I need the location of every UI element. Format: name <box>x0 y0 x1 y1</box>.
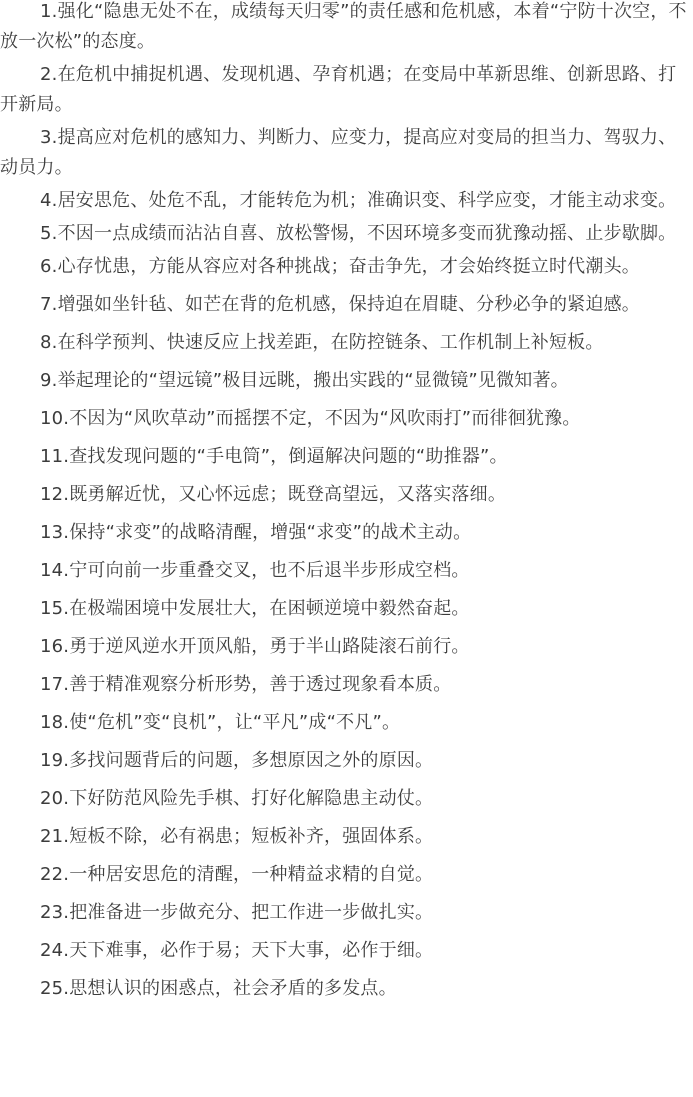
list-item: 25.思想认识的困惑点，社会矛盾的多发点。 <box>40 978 397 999</box>
list-item: 15.在极端困境中发展壮大，在困顿逆境中毅然奋起。 <box>40 598 470 619</box>
list-item: 5.不因一点成绩而沾沾自喜、放松警惕，不因环境多变而犹豫动摇、止步歇脚。 <box>40 223 677 244</box>
list-item: 6.心存忧患，方能从容应对各种挑战；奋击争先，才会始终挺立时代潮头。 <box>40 256 640 277</box>
list-item: 4.居安思危、处危不乱，才能转危为机；准确识变、科学应变，才能主动求变。 <box>40 190 677 211</box>
list-item: 1.强化“隐患无处不在，成绩每天归零”的责任感和危机感，本着“宁防十次空，不放一次松”的态度。 <box>0 1 687 52</box>
list-item: 11.查找发现问题的“手电筒”，倒逼解决问题的“助推器”。 <box>40 446 508 467</box>
list-item: 14.宁可向前一步重叠交叉，也不后退半步形成空档。 <box>40 560 470 581</box>
list-item: 19.多找问题背后的问题，多想原因之外的原因。 <box>40 750 434 771</box>
list-item: 17.善于精准观察分析形势，善于透过现象看本质。 <box>40 674 452 695</box>
list-item: 24.天下难事，必作于易；天下大事，必作于细。 <box>40 940 434 961</box>
list-item: 12.既勇解近忧，又心怀远虑；既登高望远，又落实落细。 <box>40 484 507 505</box>
list-item: 20.下好防范风险先手棋、打好化解隐患主动仗。 <box>40 788 434 809</box>
list-item: 8.在科学预判、快速反应上找差距，在防控链条、工作机制上补短板。 <box>40 332 604 353</box>
list-item: 21.短板不除，必有祸患；短板补齐，强固体系。 <box>40 826 434 847</box>
list-item: 23.把准备进一步做充分、把工作进一步做扎实。 <box>40 902 434 923</box>
list-item: 3.提高应对危机的感知力、判断力、应变力，提高应对变局的担当力、驾驭力、动员力。 <box>0 127 677 178</box>
list-item: 7.增强如坐针毡、如芒在背的危机感，保持迫在眉睫、分秒必争的紧迫感。 <box>40 294 640 315</box>
list-item: 13.保持“求变”的战略清醒，增强“求变”的战术主动。 <box>40 522 472 543</box>
list-item: 18.使“危机”变“良机”，让“平凡”成“不凡”。 <box>40 712 401 733</box>
list-item: 22.一种居安思危的清醒，一种精益求精的自觉。 <box>40 864 434 885</box>
list-item: 2.在危机中捕捉机遇、发现机遇、孕育机遇；在变局中革新思维、创新思路、打开新局。 <box>0 64 677 115</box>
list-item: 16.勇于逆风逆水开顶风船，勇于半山路陡滚石前行。 <box>40 636 470 657</box>
list-item: 9.举起理论的“望远镜”极目远眺，搬出实践的“显微镜”见微知著。 <box>40 370 569 391</box>
list-item: 10.不因为“风吹草动”而摇摆不定，不因为“风吹雨打”而徘徊犹豫。 <box>40 408 581 429</box>
